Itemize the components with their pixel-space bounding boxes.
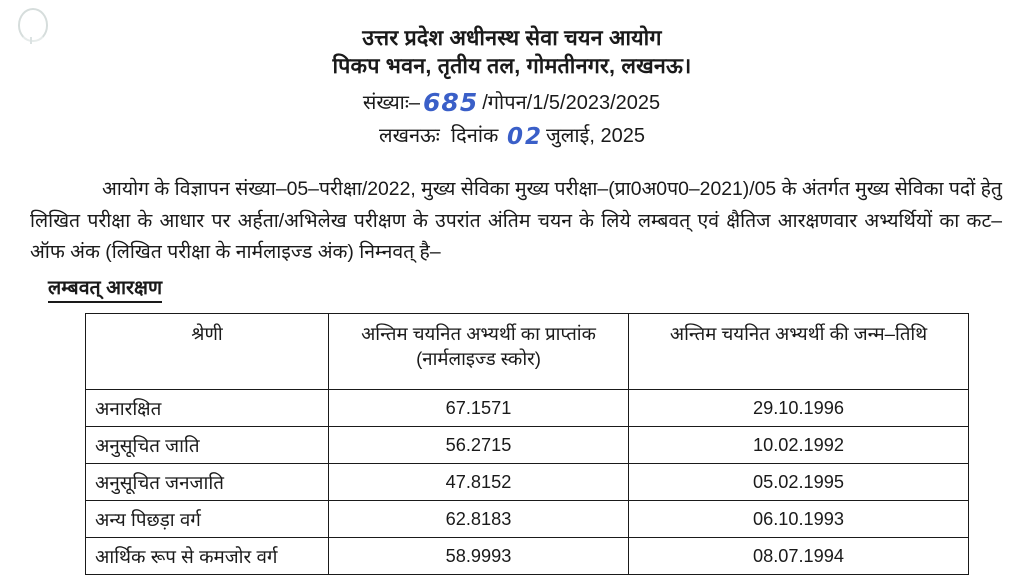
organization-name: उत्तर प्रदेश अधीनस्थ सेवा चयन आयोग	[362, 26, 662, 50]
cutoff-table-container	[85, 313, 968, 575]
table-row	[86, 501, 969, 538]
cell-marks: 47.8152	[329, 464, 629, 501]
date-label: दिनांक	[450, 125, 499, 147]
cell-category: अनुसूचित जाति	[86, 427, 329, 464]
date-day-handwritten: 02	[506, 124, 543, 150]
table-header-row	[86, 314, 969, 390]
subheading-container	[0, 269, 1024, 309]
column-header-marks-line2: (नार्मलाइज्ड स्कोर)	[416, 348, 541, 370]
cell-category: अनारक्षित	[86, 390, 329, 427]
reference-label: संख्याः–	[362, 91, 421, 114]
reference-number-handwritten: 685	[423, 87, 479, 117]
cell-dob: 06.10.1993	[629, 501, 969, 538]
cell-category: अनुसूचित जनजाति	[86, 464, 329, 501]
column-header-dob: अन्तिम चयनित अभ्यर्थी की जन्म–तिथि	[629, 314, 969, 390]
table-row	[86, 390, 969, 427]
cell-dob: 10.02.1992	[629, 427, 969, 464]
cell-marks: 62.8183	[329, 501, 629, 538]
table-header	[86, 314, 969, 390]
place-date-line	[0, 119, 1024, 152]
cell-marks: 67.1571	[329, 390, 629, 427]
column-header-category: श्रेणी	[86, 314, 329, 390]
date-remainder: जुलाई, 2025	[545, 125, 645, 147]
cell-category: अन्य पिछड़ा वर्ग	[86, 501, 329, 538]
reference-number-line	[0, 83, 1024, 119]
cell-marks: 58.9993	[329, 538, 629, 575]
reference-suffix: /गोपन/1/5/2023/2025	[482, 91, 661, 114]
cell-dob: 05.02.1995	[629, 464, 969, 501]
organization-address: पिकप भवन, तृतीय तल, गोमतीनगर, लखनऊ।	[332, 54, 692, 79]
notice-paragraph: आयोग के विज्ञापन संख्या–05–परीक्षा/2022, मुख्य सेविका मुख्य परीक्षा–(प्रा0अ0प0–2021)/05 के अंतर्गत मुख्य सेविका पदों हेतु लिखित परीक्षा के आधार पर अर्हता/अभिलेख परीक्षण के उपरांत अंतिम चयन के लिये लम्बवत् एवं क्षैतिज आरक्षणवार अभ्यर्थियों का कट–ऑफ अंक (लिखित परीक्षा के नार्मलाइज्ड अंक) निम्नवत् है–	[30, 178, 1002, 264]
table-row	[86, 538, 969, 575]
cell-category: आर्थिक रूप से कमजोर वर्ग	[86, 538, 329, 575]
column-header-marks-line1: अन्तिम चयनित अभ्यर्थी का प्राप्तांक	[361, 323, 596, 345]
place-label: लखनऊः	[379, 125, 440, 147]
cell-marks: 56.2715	[329, 427, 629, 464]
cutoff-table	[85, 313, 969, 575]
table-row	[86, 427, 969, 464]
letterhead	[0, 0, 1024, 152]
cell-dob: 29.10.1996	[629, 390, 969, 427]
table-body	[86, 390, 969, 575]
table-row	[86, 464, 969, 501]
subheading-vertical-reservation: लम्बवत् आरक्षण	[48, 277, 162, 303]
column-header-marks	[329, 314, 629, 390]
cell-dob: 08.07.1994	[629, 538, 969, 575]
